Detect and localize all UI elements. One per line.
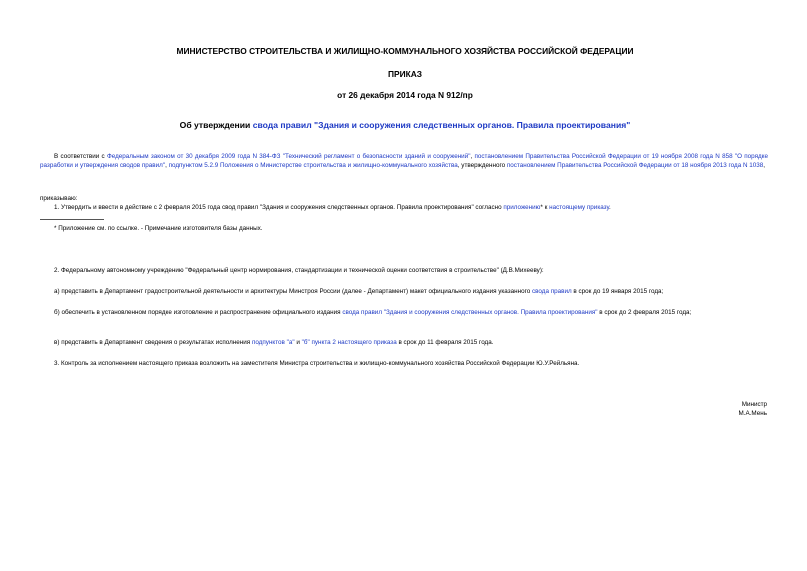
item-2c-text-2: и	[294, 339, 302, 346]
code-of-rules-title-link[interactable]: свода правил "Здания и сооружения следственных органов. Правила проектирования"	[342, 309, 598, 316]
subparagraph-a-link[interactable]: подпунктов "а"	[251, 339, 295, 346]
item-2c-paragraph	[40, 338, 768, 347]
preamble-paragraph	[40, 152, 768, 170]
footnote-separator	[40, 219, 104, 220]
preamble-text-4: , утвержденного	[457, 162, 507, 170]
government-decree-858-link[interactable]: постановлением Правительства Российской Федерации от 19 ноября 2008 года N 858 "О порядке разработки и утверждения сводов правил"	[40, 153, 769, 170]
item-2a-text-1: а) представить в Департамент градостроительной деятельности и архитектуры Минстроя России (далее - Департамент) макет официального издания указанного	[54, 288, 532, 295]
item-2b-text-2: в срок до 2 февраля 2015 года;	[597, 309, 692, 316]
title-link[interactable]: свода правил "Здания и сооружения следственных органов. Правила проектирования"	[252, 120, 631, 130]
item-1-paragraph	[40, 203, 768, 212]
item-3-paragraph: 3. Контроль за исполнением настоящего приказа возложить на заместителя Министра строительства и жилищно-коммунального хозяйства Российской Федерации Ю.У.Рейльяна.	[54, 360, 580, 367]
preamble-text-2: ,	[470, 153, 475, 160]
title-prefix: Об утверждении	[179, 120, 253, 130]
item-2b-paragraph	[40, 308, 768, 317]
code-of-rules-link[interactable]: свода правил	[531, 288, 572, 295]
document-date-number: от 26 декабря 2014 года N 912/пр	[337, 90, 473, 100]
item-1-text-2: * к	[540, 204, 550, 211]
government-decree-1038-link[interactable]: постановлением Правительства Российской Федерации от 18 ноября 2013 года N 1038	[506, 162, 764, 170]
document-type: ПРИКАЗ	[387, 69, 423, 79]
ministry-regulation-link[interactable]: подпунктом 5.2.9 Положения о Министерстве строительства и жилищно-коммунального хозяйства	[168, 162, 458, 170]
item-1-text-3: .	[608, 204, 611, 211]
item-1-text-1: 1. Утвердить и ввести в действие с 2 февраля 2015 года свод правил "Здания и сооружения следственных органов. Правила проектирования" согласно	[54, 204, 504, 211]
signature-position: Министр	[741, 401, 767, 408]
subparagraph-b-link[interactable]: "б" пункта 2 настоящего приказа	[301, 339, 397, 346]
item-2c-text-3: в срок до 11 февраля 2015 года.	[396, 339, 494, 346]
appendix-link[interactable]: приложению	[503, 204, 541, 211]
item-2c-text-1: в) представить в Департамент сведения о результатах исполнения	[54, 339, 252, 346]
item-2a-paragraph	[40, 287, 768, 296]
preamble-text-3: ,	[165, 162, 169, 170]
item-2-paragraph: 2. Федеральному автономному учреждению "Федеральный центр нормирования, стандартизации и технической оценки соответствия в строительстве" (Д.В.Михееву):	[54, 267, 544, 274]
signature-name: М.А.Мень	[738, 410, 767, 417]
footnote: * Приложение см. по ссылке. - Примечание изготовителя базы данных.	[54, 225, 263, 232]
order-word: приказываю:	[40, 195, 78, 202]
this-order-link[interactable]: настоящему приказу	[549, 204, 609, 211]
preamble-text-5: ,	[763, 162, 766, 170]
federal-law-link[interactable]: Федеральным законом от 30 декабря 2009 года N 384-ФЗ "Технический регламент о безопасности зданий и сооружений"	[106, 153, 471, 160]
item-2a-text-2: в срок до 19 января 2015 года;	[571, 288, 664, 295]
preamble-text-1: В соответствии с	[54, 153, 107, 160]
document-title	[40, 120, 770, 131]
ministry-heading: МИНИСТЕРСТВО СТРОИТЕЛЬСТВА И ЖИЛИЩНО-КОММУНАЛЬНОГО ХОЗЯЙСТВА РОССИЙСКОЙ ФЕДЕРАЦИИ	[176, 46, 634, 56]
item-2b-text-1: б) обеспечить в установленном порядке изготовление и распространение официального издания	[54, 309, 343, 316]
